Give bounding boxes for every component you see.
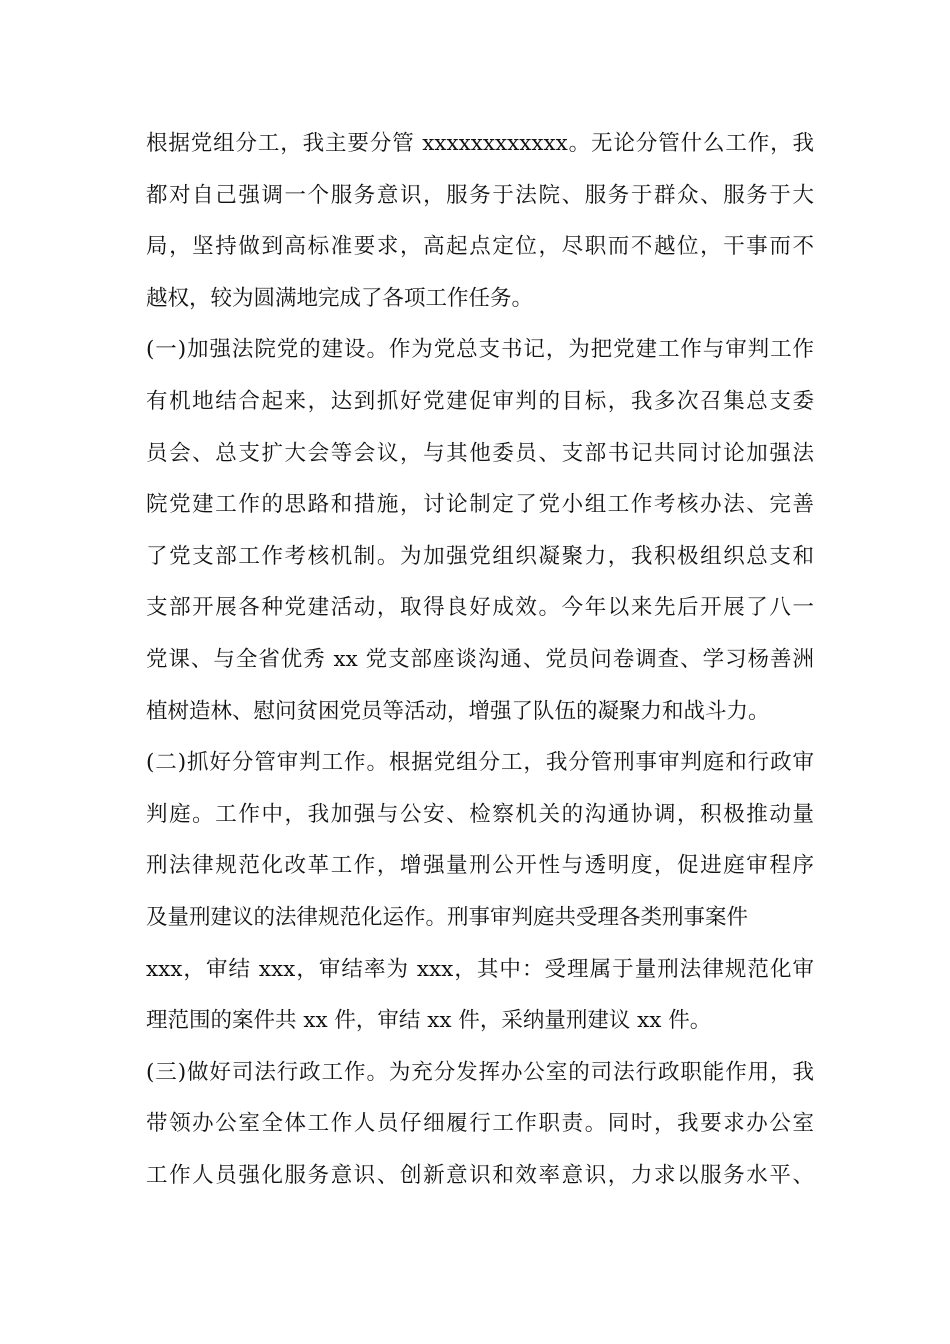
text-line: 及量刑建议的法律规范化运作。刑事审判庭共受理各类刑事案件 [146,904,749,930]
text-line: 了党支部工作考核机制。为加强党组织凝聚力，我积极组织总支和 [146,543,814,569]
text-line: (一)加强法院党的建设。作为党总支书记，为把党建工作与审判工作 [146,337,814,363]
text-line: 带领办公室全体工作人员仔细履行工作职责。同时，我要求办公室 [146,1111,814,1137]
text-line: 党课、与全省优秀 xx 党支部座谈沟通、党员问卷调查、学习杨善洲 [146,646,814,672]
text-line: 植树造林、慰问贫困党员等活动，增强了队伍的凝聚力和战斗力。 [146,698,770,724]
text-line: 局，坚持做到高标准要求，高起点定位，尽职而不越位，干事而不 [146,234,814,260]
text-line: 都对自己强调一个服务意识，服务于法院、服务于群众、服务于大 [146,182,814,208]
text-line: xxx，审结 xxx，审结率为 xxx，其中：受理属于量刑法律规范化审 [146,956,814,982]
text-line: 院党建工作的思路和措施，讨论制定了党小组工作考核办法、完善 [146,492,814,518]
text-line: 员会、总支扩大会等会议，与其他委员、支部书记共同讨论加强法 [146,440,814,466]
document-body [146,118,814,1201]
text-line: 刑法律规范化改革工作，增强量刑公开性与透明度，促进庭审程序 [146,853,814,879]
text-line: 有机地结合起来，达到抓好党建促审判的目标，我多次召集总支委 [146,388,814,414]
text-line: (三)做好司法行政工作。为充分发挥办公室的司法行政职能作用，我 [146,1059,814,1085]
text-line: 工作人员强化服务意识、创新意识和效率意识，力求以服务水平、 [146,1162,814,1188]
text-line: 越权，较为圆满地完成了各项工作任务。 [146,285,534,311]
text-line: 根据党组分工，我主要分管 xxxxxxxxxxxx。无论分管什么工作，我 [146,131,814,156]
text-line: 判庭。工作中，我加强与公安、检察机关的沟通协调，积极推动量 [146,801,814,827]
text-line: 理范围的案件共 xx 件，审结 xx 件，采纳量刑建议 xx 件。 [146,1008,712,1034]
text-line: 支部开展各种党建活动，取得良好成效。今年以来先后开展了八一 [146,595,814,621]
text-line: (二)抓好分管审判工作。根据党组分工，我分管刑事审判庭和行政审 [146,750,814,776]
